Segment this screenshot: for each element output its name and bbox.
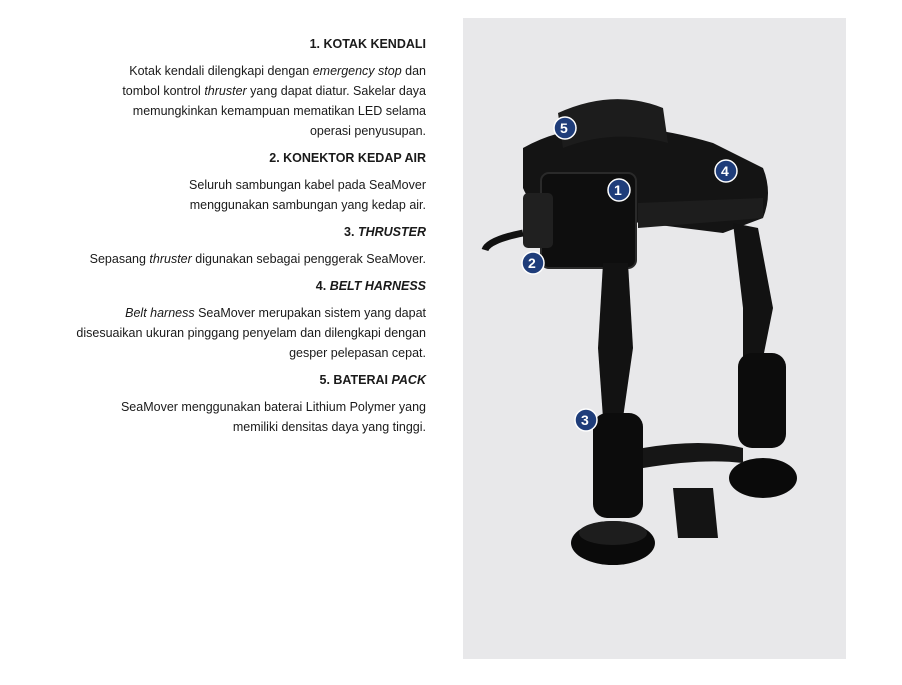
- section-body: [60, 61, 426, 141]
- section-body: [60, 397, 426, 437]
- section-title: [60, 224, 426, 240]
- title-italic-text: BELT HARNESS: [329, 279, 426, 293]
- body-text: digunakan sebagai penggerak SeaMover.: [191, 252, 426, 266]
- badge-label: 1: [614, 182, 622, 198]
- section-thruster: [60, 224, 426, 269]
- title-italic-text: PACK: [391, 373, 426, 387]
- section-body: [60, 303, 426, 363]
- section-baterai-pack: [60, 372, 426, 437]
- badge-label: 3: [581, 412, 589, 428]
- lower-strap: [643, 443, 743, 468]
- spec-text-column: [60, 36, 426, 446]
- right-thruster-nozzle: [729, 458, 797, 498]
- body-italic-text: emergency stop: [312, 64, 402, 78]
- badge-4: [715, 160, 737, 182]
- body-text: Kotak kendali dilengkapi dengan: [129, 64, 313, 78]
- body-text: SeaMover menggunakan baterai Lithium Polymer yang memiliki densitas daya yang tinggi.: [120, 400, 426, 434]
- badge-3: [575, 409, 597, 431]
- section-body: [60, 249, 426, 269]
- right-thruster: [738, 353, 786, 448]
- body-italic-text: Belt harness: [125, 306, 195, 320]
- badge-label: 2: [528, 255, 536, 271]
- title-text: 5. BATERAI: [319, 373, 392, 387]
- title-text: 2. KONEKTOR KEDAP AIR: [269, 151, 426, 165]
- badge-2: [522, 252, 544, 274]
- section-title: [60, 150, 426, 166]
- section-title: [60, 372, 426, 388]
- section-title: [60, 36, 426, 52]
- product-photo-panel: [463, 18, 846, 659]
- body-italic-text: thruster: [204, 84, 247, 98]
- body-text: Sepasang: [89, 252, 150, 266]
- buckle-assembly: [673, 488, 718, 538]
- body-italic-text: thruster: [149, 252, 192, 266]
- seamover-harness-illustration: [463, 18, 846, 659]
- badge-label: 4: [721, 163, 729, 179]
- body-text: dan tombol kontrol: [122, 64, 426, 98]
- title-text: 4.: [315, 279, 330, 293]
- connector-block: [523, 193, 553, 248]
- section-title: [60, 278, 426, 294]
- section-body: [60, 175, 426, 215]
- badge-5: [554, 117, 576, 139]
- badge-1: [608, 179, 630, 201]
- title-text: 1. KOTAK KENDALI: [309, 37, 426, 51]
- title-text: 3.: [344, 225, 358, 239]
- left-thruster: [593, 413, 643, 518]
- right-leg-strap: [733, 223, 773, 358]
- left-leg-strap: [598, 263, 633, 418]
- cable: [485, 233, 523, 250]
- section-konektor-kedap-air: [60, 150, 426, 215]
- body-text: Seluruh sambungan kabel pada SeaMover menggunakan sambungan yang kedap air.: [189, 178, 426, 212]
- badge-label: 5: [560, 120, 568, 136]
- body-text: SeaMover merupakan sistem yang dapat disesuaikan ukuran pinggang penyelam dan dilengkapi dengan gesper pelepasan cepat.: [76, 306, 426, 360]
- title-italic-text: THRUSTER: [357, 225, 426, 239]
- section-kotak-kendali: [60, 36, 426, 141]
- body-text: yang dapat diatur. Sakelar daya memungkinkan kemampuan mematikan LED selama operasi penyusupan.: [132, 84, 426, 138]
- section-belt-harness: [60, 278, 426, 363]
